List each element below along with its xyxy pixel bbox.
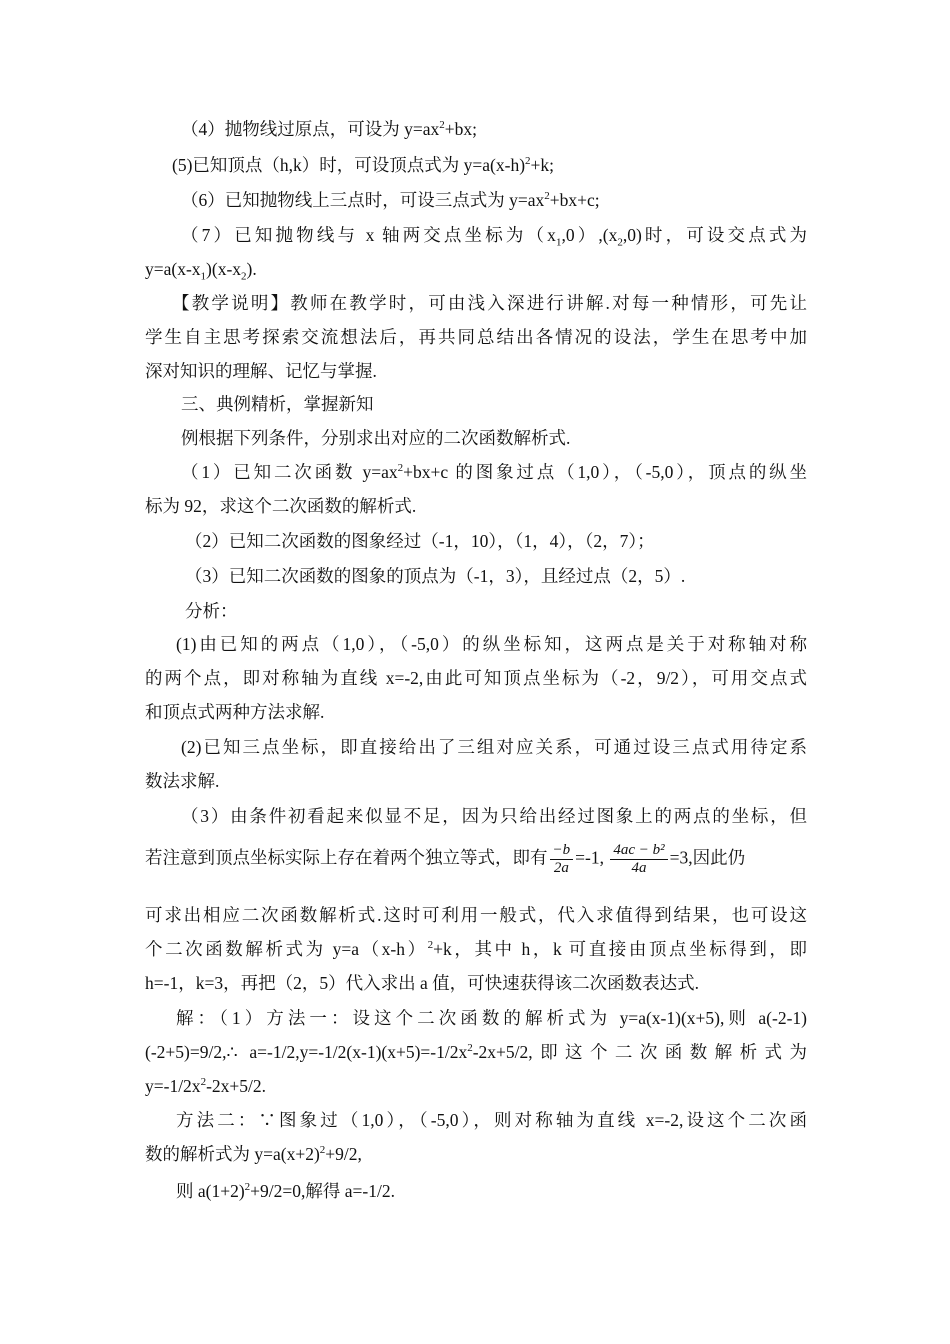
text-line: 学生自主思考探索交流想法后，再共同总结出各情况的设法，学生在思考中加 bbox=[145, 327, 807, 347]
fraction: $\frac{-b}{2a}$ bbox=[550, 842, 574, 877]
text-line: （1）已知二次函数 $y=ax^2+bx+c$ 的图象过点（1,0），（-5,0），顶点的纵坐 bbox=[181, 462, 807, 482]
text-line: 【教学说明】教师在教学时，可由浅入深进行讲解.对每一种情形，可先让 bbox=[172, 293, 807, 313]
text-line: 数法求解. bbox=[145, 771, 220, 791]
text-line: (1)由已知的两点（1,0），（-5,0）的纵坐标知，这两点是关于对称轴对称 bbox=[176, 634, 807, 654]
text-line: 标为 92，求这个二次函数的解析式. bbox=[145, 496, 417, 516]
text-line: （4）抛物线过原点，可设为 $y=ax^2+bx$; bbox=[181, 119, 477, 139]
text-line: 可求出相应二次函数解析式.这时可利用一般式，代入求值得到结果，也可设这 bbox=[145, 905, 807, 925]
text-line: h=-1，k=3，再把（2，5）代入求出 a 值，可快速获得该二次函数表达式. bbox=[145, 973, 699, 993]
text-line: (5)已知顶点（h,k）时，可设顶点式为 $y=a(x-h)^2+k$; bbox=[172, 155, 555, 175]
fraction: $\frac{\text{4ac − b²}}{4a}$ bbox=[610, 842, 667, 877]
text-line: 和顶点式两种方法求解. bbox=[145, 702, 325, 722]
section-heading: 三、典例精析，掌握新知 bbox=[181, 394, 374, 414]
text-line: 的两个点，即对称轴为直线 x=-2,由此可知顶点坐标为（-2，9/2），可用交点式 bbox=[145, 668, 807, 688]
text-line: 若注意到顶点坐标实际上存在着两个独立等式，即有 $\frac{-b}{2a}$ =-1, $\frac{\text{4ac − b²}}{4a}$ =3,因此仍 bbox=[145, 842, 746, 876]
text-line: $y=a(x-x_1)(x-x_2)$. bbox=[145, 259, 257, 283]
text-line: （3）已知二次函数的图象的顶点为（-1，3），且经过点（2，5）. bbox=[185, 566, 686, 586]
text-line: 分析： bbox=[185, 601, 238, 621]
text-line: 个二次函数解析式为 $y=a(x-h)^2+k$，其中 h，k 可直接由顶点坐标得到，即 bbox=[145, 939, 807, 959]
text-line: 深对知识的理解、记忆与掌握. bbox=[145, 361, 377, 381]
text-line: 数的解析式为 $y=a(x+2)^2+9/2$, bbox=[145, 1144, 362, 1164]
text-line: （2）已知二次函数的图象经过（-1，10），（1，4），（2，7）； bbox=[185, 531, 655, 551]
text-line: $y=-1/2x^2-2x+5/2$. bbox=[145, 1076, 266, 1096]
text-line: （7）已知抛物线与 x 轴两交点坐标为$(x_1,0),(x_2,0)$时，可设交点式为 bbox=[181, 225, 808, 249]
text-line: 方法二：∵图象过（1,0），（-5,0），则对称轴为直线 x=-2,设这个二次函 bbox=[176, 1110, 807, 1130]
text-line: (-2+5)=9/2,∴ $a=-1/2,y=-1/2(x-1)(x+5)=-1/2x^2-2x+5/2$,即这个二次函数解析式为 bbox=[145, 1042, 807, 1062]
text-line: （6）已知抛物线上三点时，可设三点式为 $y=ax^2+bx+c$; bbox=[181, 190, 600, 210]
text-line: (2)已知三点坐标，即直接给出了三组对应关系，可通过设三点式用待定系 bbox=[181, 737, 807, 757]
text-line: 解：（1）方法一：设这个二次函数的解析式为 y=a(x-1)(x+5),则 a(-2-1) bbox=[176, 1008, 807, 1028]
text-line: 则 $a(1+2)^2+9/2=0$,解得 a=-1/2. bbox=[176, 1181, 395, 1201]
text-line: （3）由条件初看起来似显不足，因为只给出经过图象上的两点的坐标，但 bbox=[181, 806, 807, 826]
text-line: 例根据下列条件，分别求出对应的二次函数解析式. bbox=[181, 428, 571, 448]
